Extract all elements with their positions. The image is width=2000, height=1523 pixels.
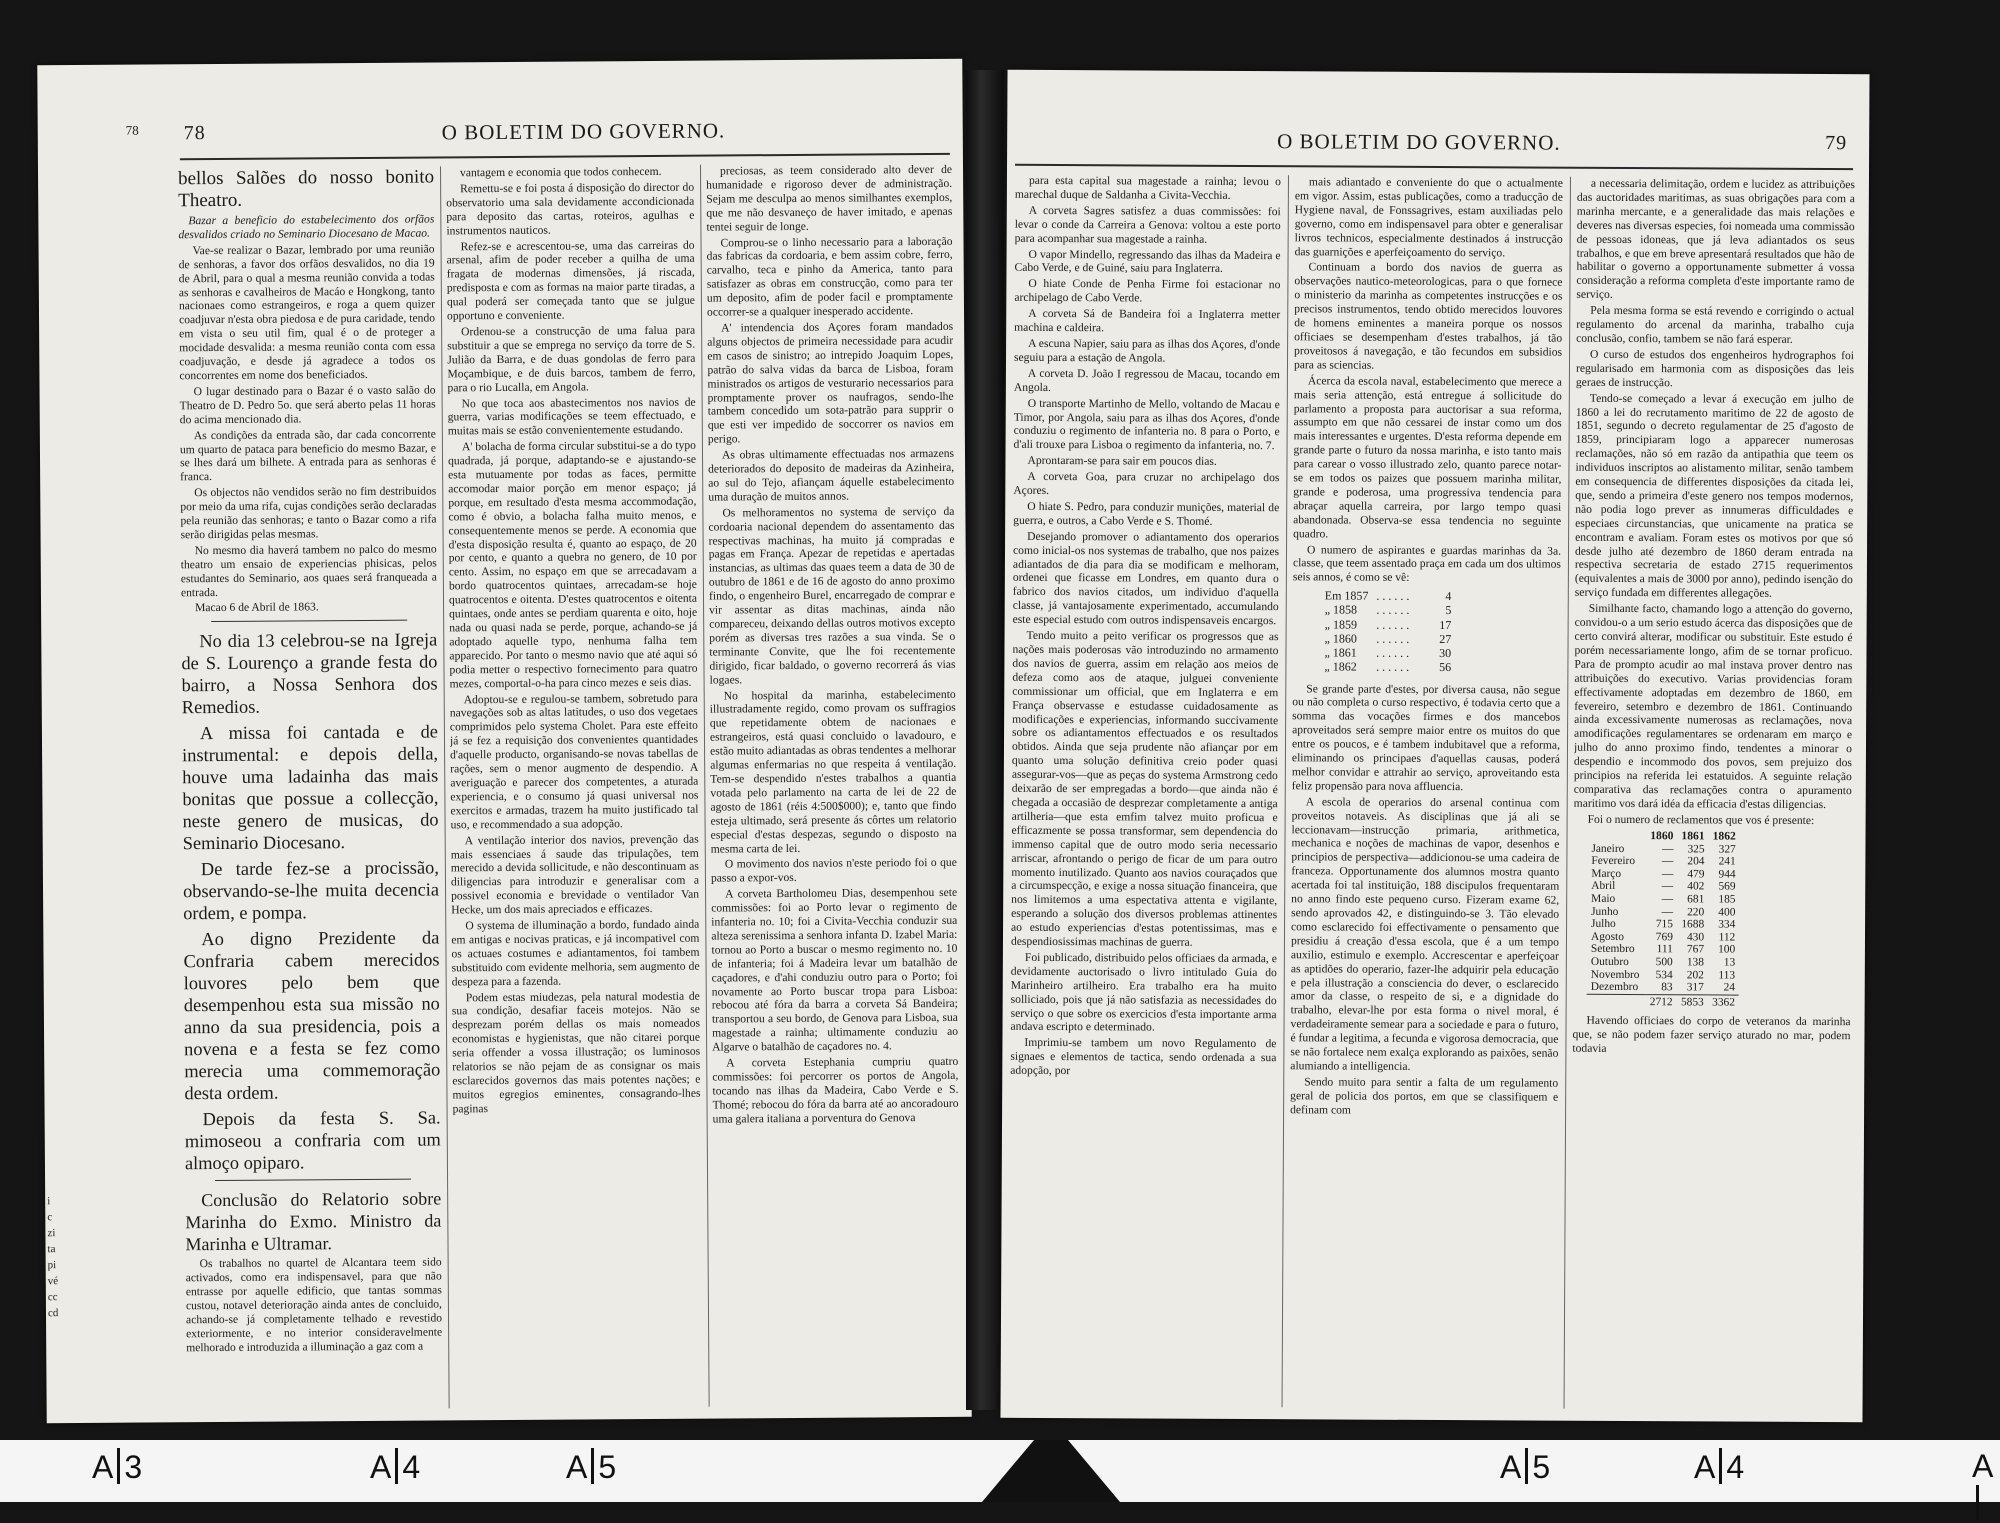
left-page-title: O BOLETIM DO GOVERNO.: [441, 118, 726, 145]
month-cell: Julho: [1591, 917, 1616, 931]
column-header: [1587, 828, 1646, 842]
paragraph: preciosas, as teem considerado alto dever de humanidade e rigoroso dever de administração. Sejam me desculpa ao menos similhantes exemplos, que me não desvaneço de haver imitado, e apenas tentei seguir de longe.: [706, 162, 953, 234]
year-cell: „ 1862: [1324, 659, 1357, 674]
table-row: [1587, 880, 1739, 893]
value-cell: 204: [1687, 855, 1705, 868]
table-row: [1320, 645, 1455, 660]
paragraph: para esta capital sua magestade a rainha; levou o marechal duque de Saldanha a Civita-Vecchia.: [1014, 173, 1281, 202]
paragraph: A corveta Sá de Bandeira foi a Inglaterra metter machina e caldeira.: [1014, 307, 1281, 335]
table-row: [1587, 842, 1739, 855]
film-marker: [92, 1448, 142, 1486]
margin-fragment: zi: [47, 1227, 56, 1240]
value-cell: 500: [1655, 956, 1673, 969]
center-arrow-right: [1048, 1440, 1068, 1502]
paragraph: A corveta Bartholomeu Dias, desempenhou sete commissões: foi ao Porto levar o regimento de infanteria no. 10; foi a Civita-Vecchia conduzir sua alteza serenissima a senhora infanta D. Izabel Maria: tornou ao Porto a buscar o mesmo regimento no. 10 de infanteria; foi á Madeira levar um batalhão de caçadores, e d'ahi conduziu outro para o Porto; foi novamente ao Porto buscar tropa para Lisboa: rebocou até fóra da barra a corveta Sá Bandeira; transportou a seu bordo, de Genova para Lisboa, sua magestade a rainha; ultimamente conduziu ao Algarve o batalhão de caçadores no. 4.: [711, 886, 959, 1054]
value-cell: —: [1661, 842, 1674, 855]
month-cell: Outubro: [1590, 955, 1629, 968]
reclamations-table: [1587, 828, 1740, 1008]
month-cell: Abril: [1591, 880, 1616, 893]
value-cell: 317: [1686, 981, 1704, 994]
value-cell: 715: [1655, 918, 1674, 931]
value-cell: 113: [1718, 969, 1736, 982]
value-cell: 1688: [1681, 918, 1705, 931]
paragraph: vantagem e economia que todos conhecem.: [459, 164, 662, 180]
paragraph: Se grande parte d'estes, por diversa causa, não segue ou não completa o curso respectivo, é todavia certo que a somma das vocações firmes e dos mancebos aproveitados será sempre maior entre os muitos do que entre os poucos, e é tambem indubitavel que a reforma, eliminando os principaes d'aquellas causas, poderá melhor convidar e attrahir ao serviço, aproveitando esta feliz propensão para nova affluencia.: [1291, 681, 1561, 793]
year-cell: „ 1858: [1324, 602, 1358, 618]
count-cell: 17: [1439, 617, 1452, 632]
paragraph: mais adiantado e conveniente do que o actualmente em vigor. Assim, estas publicações, como a traducção de Hygiene naval, de Fonssagrives, estam auxiliadas pelo governo, como em indispensavel para obter e generalisar livros technicos, especialmente destinados á instrucção das guarnições e aperfeiçoamento do serviço.: [1294, 175, 1563, 259]
value-cell: —: [1661, 880, 1674, 893]
value-cell: 767: [1686, 943, 1705, 956]
count-cell: 30: [1439, 646, 1452, 661]
film-marker: [1694, 1448, 1744, 1486]
margin-fragment: cc: [47, 1291, 58, 1304]
right-page-title: O BOLETIM DO GOVERNO.: [1277, 129, 1561, 155]
center-arrow-left-head: [982, 1440, 1034, 1502]
margin-fragment: pi: [47, 1259, 57, 1272]
column-divider: [1564, 177, 1571, 1409]
paragraph: Ordenou-se a construcção de uma falua para substituir a que se emprega no serviço da torre de S. Julião da Barra, e de duas gondolas de ferro para Moçambique, e de duis barcos, tambem de ferro, para o rio Lucalla, em Angola.: [447, 323, 696, 394]
value-cell: 111: [1656, 943, 1673, 956]
table-row: [1587, 905, 1739, 918]
value-cell: 534: [1655, 968, 1673, 981]
paragraph: Aprontaram-se para sair em poucos dias.: [1027, 454, 1217, 469]
marker-number: 4: [1726, 1449, 1745, 1485]
value-cell: 400: [1718, 906, 1736, 919]
paragraph: a necessaria delimitação, ordem e lucidez as attribuições das auctoridades maritimas, as suas obrigações para com a marinha mercante, e a generalidade das mais relações e deveres nas diversas especies, foi nomeada uma commissão de pessoas idoneas, que já leva adiantados os seus trabalhos, e que em breve apresentará resultados que hão de habilitar o governo a opportunamente submetter á vossa consideração a reforma completa d'este importante ramo de serviço.: [1576, 176, 1855, 302]
marker-bar: [591, 1448, 594, 1484]
paragraph: Os melhoramentos no systema de serviço da cordoaria nacional dependem do assentamento das respectivas machinas, ha muito já compradas e pagas em França. Apezar de repetidas e apertadas instancias, as ultimas das quaes teem a data de 30 de outubro de 1861 e de 16 de agosto do anno proximo findo, o engenheiro Burel, encarregado de comprar e vir assentar as ditas machinas, ainda não compareceu, deixando dellas outros motivos excepto porém as diversas tres razões a sua vinda. Se o terminante Convite, que lhe foi recentemente dirigido, ficar baldado, o governo recorrerá ás vias logaes.: [708, 504, 956, 687]
right-column-1: [1009, 174, 1281, 1409]
column-header: 1862: [1712, 829, 1736, 843]
value-cell: 24: [1723, 981, 1736, 994]
paragraph: Macao 6 de Abril de 1863.: [195, 600, 319, 615]
left-header: [38, 111, 963, 157]
table-row: [1587, 855, 1739, 868]
corner-mark: 78: [125, 122, 139, 138]
marker-letter: A: [1500, 1449, 1522, 1485]
value-cell: —: [1661, 905, 1674, 918]
month-cell: Fevereiro: [1591, 855, 1636, 868]
month-cell: Novembro: [1590, 968, 1640, 981]
value-cell: 430: [1686, 931, 1705, 944]
value-cell: 112: [1718, 931, 1736, 944]
paragraph: O lugar destinado para o Bazar é o vasto salão do Theatro de D. Pedro 5o. que será aberto pelas 11 horas do acima mencionado dia.: [179, 383, 436, 426]
marker-letter: A: [1972, 1448, 1994, 1484]
leader-dots: . . . . . .: [1376, 588, 1410, 604]
column-header: 1860: [1650, 828, 1674, 842]
marker-letter: A: [370, 1449, 392, 1485]
paragraph: As condições da entrada são, dar cada concorrente um quarto de pataca para beneficio do mesmo Bazar, e se lhes dará um bilhete. A entrada para as senhoras é franca.: [179, 427, 437, 484]
marker-number: 4: [402, 1449, 421, 1485]
marker-bar: [117, 1448, 120, 1484]
table-row: [1587, 918, 1739, 931]
value-cell: —: [1661, 867, 1674, 881]
month-cell: Agosto: [1590, 930, 1624, 943]
paragraph: Sendo muito para sentir a falta de um regulamento geral de policia dos portos, em que se classifiquem e definam com: [1290, 1075, 1559, 1117]
table-row: [1587, 956, 1739, 969]
value-cell: 681: [1687, 893, 1705, 906]
paragraph: A' intendencia dos Açores foram mandados alguns objectos de primeira necessidade para acudir em casos de sinistro; ao intrepido Joaquim Lopes, patrão do salva vidas da barca de Lisboa, foram ministrados os artigos de vesturario necessarios para promptamente prover os naufragos, sendo-lhe tambem concedido um sota-patrão para supprir o que esti ver impedido de soccorrer os navios em perigo.: [707, 319, 954, 446]
value-cell: 220: [1687, 905, 1705, 918]
paragraph: Refez-se e acrescentou-se, uma das carreiras do arsenal, afim de poder receber a quilha de uma fragata de modernas dimensões, já riscada, predisposta e com as formas na maior parte tiradas, a qual poderá ser começada tanto que se julgue opportuno e conveniente.: [446, 238, 695, 323]
right-column-3: [1571, 177, 1855, 1412]
paragraph: A escuna Napier, saiu para as ilhas dos Açores, d'onde seguiu para a estação de Angola.: [1013, 336, 1281, 365]
month-cell: Junho: [1591, 905, 1619, 918]
paragraph: O vapor Mindello, regressando das ilhas da Madeira e Cabo Verde, e de Guiné, saiu para Inglaterra.: [1014, 247, 1281, 276]
table-row: [1587, 943, 1739, 956]
paragraph: O hiate S. Pedro, para conduzir munições, material de guerra, e outros, a Cabo Verde e S. Thomé.: [1013, 499, 1280, 528]
leader-dots: . . . . . .: [1376, 659, 1410, 675]
table-header: [1587, 828, 1739, 843]
margin-fragment: cd: [47, 1307, 59, 1320]
year-cell: „ 1859: [1324, 617, 1358, 632]
aspirants-table: [1320, 589, 1455, 675]
left-column-2: [446, 165, 703, 1411]
table-row: [1587, 968, 1739, 981]
paragraph: Foi publicado, distribuido pelos officiaes da armada, e devidamente auctorisado o livro intitulado Guia do Marinheiro artilheiro. Era trabalho era ha muito solliciado, pois que já não satisfazia as necessidades do serviço o que sobre os exercicios d'esta importante arma andava escripto e determinado.: [1010, 950, 1277, 1035]
paragraph: Tendo muito a peito verificar os progressos que as nações mais poderosas vão introduzindo no armamento dos navios de guerra, assim em relação aos meios de defeza como aos de ataque, julguei conveniente commissionar um official, que em Inglaterra e em França observasse e estudasse cuidadosamente as modificações e experiencias, informando succivamente sobre os adiantamentos effectuados e os resultados obtidos. Ainda que seja prudente não afiançar por em quanto uma solução definitiva creio poder quasi assegurar-vos—que as peças do systema Armstrong cedo deixarão de ser empregadas a bordo—que ainda não é chegada a occasião de desprezar completamente a antiga artilheria—que esta emfim talvez muito proficua e efficazmente se possa transformar, sem dependencia do immenso capital que de outro modo seria necessario arriscar, afrontando o perigo de ficar de um para outro momento inutilizado. Quanto aos navios couraçados que a circumspecção, e exige a nossa situação financeira, que nos limitemos a uma espectativa attenta e vigilante, esperando a solução dos diversos problemas attinentes ao estudo experiencias d'estas potentissimas, mas e despendiosissimas machinas de guerra.: [1010, 628, 1279, 949]
paragraph: A' bolacha de forma circular substitui-se a do typo quadrada, já porque, adaptando-se e ajustando-se esta mutuamente por todas as faces, permitte accomodar maior porção em menor espaço; já porque, em resultado d'esta mesma accommodação, como é obvio, a bolacha falha muito menos, e consequentemente menos se perde. A economia que d'esta disposição resulta é, quanto ao espaço, de 20 por cento, e quanto a quebra no genero, de 10 por cento. Assim, no espaço em que se arrecadavam a bordo quatrocentos quintaes, arrecadam-se hoje quatrocentos e oitenta. D'estes quatrocentos e oitenta quintaes, onde antes se perdiam quarenta e oito, hoje nada ou quasi nada se perde, porque, achando-se já adoptado aquelle typo, nenhuma falha tem apparecido. Por tanto o mesmo navio que até aqui só podia metter o respectivo fornecimento para quatro mezes, comportal-o-ha para cinco mezes e seis dias.: [447, 438, 698, 691]
paragraph: Depois da festa S. Sa. mimoseou a confraria com um almoço opiparo.: [184, 1107, 441, 1174]
leader-dots: . . . . . .: [1376, 631, 1410, 646]
leader-dots: . . . . . .: [1376, 617, 1410, 632]
marker-bar: [1525, 1448, 1528, 1484]
table-row: [1321, 631, 1456, 646]
paragraph: O movimento dos navios n'este periodo foi o que passo a expor-vos.: [710, 856, 957, 885]
marker-number: 3: [124, 1449, 143, 1485]
value-cell: 185: [1718, 893, 1736, 906]
value-cell: 13: [1723, 956, 1736, 969]
left-page: [37, 59, 971, 1423]
totals-row: [1587, 994, 1739, 1009]
year-cell: „ 1860: [1324, 631, 1357, 646]
paragraph: Tendo-se começado a levar á execução em julho de 1860 a lei do recrutamento maritimo de 22 de agosto de 1851, segundo o decreto regulamentar de 25 d'agosto de 1859, principiaram logo a apparecer numerosas reclamações, não só em razão da antipathia que teem os individuos inscriptos ao alistamento militar, senão tambem em consequencia de differentes disposições da citada lei, que, sendo a primeira d'este genero nos tempos modernos, não podia logo prever as innumeras difficuldades e especiaes circunstancias, que unicamente na pratica se encontram e avaliam. Foram estes os motivos por que só desde julho até dezembro de 1860 deram entrada na respectiva secretaria de estado 2715 requerimentos (equivalentes a mais de 3000 por anno), pedindo isenção do serviço fundada em differentes allegações.: [1574, 391, 1854, 601]
count-cell: 27: [1439, 631, 1452, 646]
table-row: [1587, 981, 1739, 995]
paragraph: A corveta D. João I regressou de Macau, tocando em Angola.: [1013, 366, 1280, 394]
right-column-2: [1289, 175, 1563, 1410]
value-cell: 83: [1661, 981, 1673, 994]
marker-number: 5: [1532, 1449, 1551, 1485]
total-cell: [1587, 994, 1646, 1008]
total-cell: 5853: [1677, 994, 1708, 1008]
paragraph: De tarde fez-se a procissão, observando-se-lhe muita decencia ordem, e pompa.: [182, 857, 440, 924]
section-rule: [215, 1179, 411, 1181]
paragraph: No dia 13 celebrou-se na Igreja de S. Lourenço a grande festa do bairro, a Nossa Senhora dos Remedios.: [181, 629, 438, 718]
value-cell: 479: [1687, 868, 1705, 881]
table-row: [1587, 868, 1739, 881]
value-cell: 325: [1687, 842, 1705, 856]
count-cell: 5: [1445, 603, 1452, 618]
notice-heading: Bazar a beneficio do estabelecimento dos orfãos desvalidos criado no Seminario Diocesano de Macao.: [178, 212, 435, 242]
count-cell: 56: [1439, 660, 1452, 675]
table-row: [1321, 589, 1456, 604]
paragraph: As obras ultimamente effectuadas nos armazens deteriorados do deposito de madeiras da Azinheira, ao sul do Tejo, afiançam áquelle estabelecimento uma duração de muitos annos.: [708, 446, 955, 504]
month-cell: Março: [1591, 867, 1622, 880]
book-binding: [966, 70, 1004, 1410]
paragraph: Adoptou-se e regulou-se tambem, sobretudo para navegações sob as altas latitudes, o uso dos vegetaes comprimidos pelo systema Cholet. Para este effeito já se fez a requisição dos convenientes quantidades d'aquelle producto, organisando-se novas tabellas de rações, sem o menor augmento de despendio. A averiguação e parecer dos competentes, a aturada experiencia, e o consumo já quasi universal nos exercitos e armadas, trazem ha muito justificado tal uso, e recommendado a sua adopção.: [449, 691, 699, 832]
marker-bar: [1719, 1448, 1722, 1484]
total-cell: 3362: [1708, 995, 1739, 1009]
table-row: [1587, 893, 1739, 906]
paragraph: Imprimiu-se tambem um novo Regulamento de signaes e elementos de tactica, sendo ordenada a sua adopção, por: [1010, 1036, 1277, 1078]
value-cell: 402: [1687, 880, 1705, 893]
paragraph: Pela mesma forma se está revendo e corrigindo o actual regulamento do arcenal da marinha, trabalho cuja conclusão, confio, tambem se não fará esperar.: [1576, 303, 1855, 346]
table-row: [1320, 660, 1455, 675]
film-marker: [1972, 1448, 2000, 1523]
paragraph: Continuam a bordo dos navios de guerra as observações nautico-meteorologicas, para o que fornece o ministerio da marinha as competentes instrucções e os precisos instrumentos, tendo obtido merecidos louvores de homens eminentes a maneira porque os nossos officiaes se desempenham d'estes trabalhos, já tão proveitosos á navegação, e tão fecundos em subsidios para as sciencias.: [1293, 260, 1563, 372]
year-cell: „ 1861: [1324, 645, 1357, 660]
film-marker: [370, 1448, 420, 1486]
paragraph: A corveta Sagres satisfez a duas commissões: foi levar o conde da Carreira a Genova: voltou a este porto para acompanhar sua magestade a rainha.: [1014, 203, 1281, 246]
paragraph: No hospital da marinha, estabelecimento illustradamente regido, como provam os suffragios que repetidamente obtem de nacionaes e estrangeiros, está quasi concluido o lavadouro, e estão muito adiantadas as obras tendentes a melhorar algumas enfermarias no que respeita á ventilação. Tem-se despendido n'estes trabalhos a quantia votada pelo parlamento na carta de lei de 22 de agosto de 1861 (réis 4:500$000); e, tanto que findo esteja ultimado, será presente ás côrtes um relatorio especial d'estas despezas, segundo o disposto na mesma carta de lei.: [709, 687, 957, 856]
margin-fragment: vé: [47, 1275, 59, 1288]
right-page-number: 79: [1825, 132, 1848, 155]
paragraph: Vae-se realizar o Bazar, lembrado por uma reunião de senhoras, a favor dos orfãos desvalidos, no dia 19 de Abril, para o qual a mesma reunião convida a todas as senhoras e cavalheiros de Macáo e Hongkong, tanto nacionaes como estrangeiros, e roga a quem quizer coadjuvar n'esta obra piedosa e de pura caridade, tendo em vista o seu util fim, qual é o de proteger a mocidade desvalida: a mesma reunião conta com essa coadjuvação, e desde já agradece a todos os concorrentes em nome dos beneficiados.: [178, 242, 436, 383]
paragraph: A corveta Estephania cumpriu quatro commissões: foi percorrer os portos de Angola, tocando nas ilhas da Madeira, Cabo Verde e S. Thomé; rebocou do fóra da barra até ao ancoradouro uma galera italiana a porventura do Genova: [712, 1054, 959, 1126]
leader-dots: . . . . . .: [1376, 603, 1410, 618]
paragraph: O curso de estudos dos engenheiros hydrographos foi regularisado em harmonia com as disposições das leis geraes de instrucção.: [1575, 347, 1855, 389]
right-page: [1000, 70, 1869, 1422]
paragraph: Ácerca da escola naval, estabelecimento que merece a mais seria attenção, está entregue á sollicitude do parlamento a proposta para auctorisar a sua reforma, assumpto em que não cessarei de instar como um dos mais interessantes e urgentes. D'esta reforma depende em grande parte o futuro da nossa marinha, e isto tanto mais para carear o vosso illustrado zelo, quanto parece notar-se em todos os paizes que possuem marinha militar, grande e poderosa, uma progressiva tendencia para abraçar aquella carreira, por largo tempo quasi abandonada. Observa-se essa tendencia no seguinte quadro.: [1293, 374, 1562, 541]
section-rule: [211, 620, 407, 622]
year-cell: Em 1857: [1324, 588, 1369, 603]
month-cell: Janeiro: [1591, 842, 1625, 855]
value-cell: 138: [1686, 956, 1704, 969]
table-row: [1587, 931, 1739, 944]
paragraph: Foi o numero de reclamentos que vos é presente:: [1587, 812, 1815, 827]
column-divider: [1282, 175, 1289, 1407]
paragraph: No que toca aos abastecimentos nos navios de guerra, varias modificações se teem effectuado, e muitas mais se estão convenientemente estudando.: [447, 395, 696, 438]
right-header: [1007, 122, 1869, 167]
paragraph: A ventilação interior dos navios, prevenção das mais essenciaes á saude das tripulações, tem merecido a devida sollicitude, e não descontinuam as diligencias para introduzir e generalisar com a possivel economia e brevidade o ventilador Van Hecke, um dos mais apreciados e efficazes.: [450, 832, 700, 917]
left-column-1: [178, 166, 443, 1412]
month-cell: Maio: [1591, 892, 1616, 905]
paragraph: O systema de illuminação a bordo, fundado ainda em antigas e nocivas praticas, e já incompativel com os actuaes costumes e adiantamentos, foi tambem substituido com evidente melhoria, sem augmento de despeza para a fazenda.: [451, 917, 700, 989]
marker-bar: [395, 1448, 398, 1484]
paragraph: bellos Salões do nosso bonito Theatro.: [177, 166, 435, 212]
section-heading: Conclusão do Relatorio sobre Marinha do Exmo. Ministro da Marinha e Ultramar.: [185, 1188, 442, 1255]
value-cell: 202: [1686, 968, 1704, 981]
paragraph: Comprou-se o linho necessario para a laboração das fabricas da cordoaria, e bem assim cobre, ferro, carvalho, teca e pinho da America, tanto para satisfazer as obras em construcção, como para ter um deposito, afim de poder facil e promptamente occorrer-se a qualquer inesperado accidente.: [706, 234, 953, 319]
marker-bar: [1976, 1485, 1979, 1521]
total-cell: 2712: [1645, 994, 1676, 1008]
paragraph: Os trabalhos no quartel de Alcantara teem sido activados, como era indispensavel, para que não entrasse por aquelle edificio, que tantas sommas custou, notavel deterioração ainda antes de concluido, achando-se já completamente telhado e revestido exteriormente, e no interior consideravelmente melhorado e introduzida a illuminação a gaz com a: [185, 1255, 443, 1355]
paragraph: No mesmo dia haverá tambem no palco do mesmo theatro um ensaio de experiencias phisicas, pelos estudantes do Seminario, aos quaes será franqueada a entrada.: [180, 542, 437, 599]
marker-letter: A: [1694, 1449, 1716, 1485]
margin-fragment: i: [47, 1195, 51, 1208]
value-cell: 944: [1718, 868, 1736, 881]
left-column-3: [706, 163, 961, 1409]
paragraph: Havendo officiaes do corpo de veteranos da marinha que, se não podem fazer serviço aturado no mar, podem todavia: [1572, 1014, 1851, 1056]
value-cell: 334: [1718, 918, 1736, 931]
paragraph: A corveta Goa, para cruzar no archipelago dos Açores.: [1013, 469, 1280, 498]
margin-fragment: ta: [47, 1243, 56, 1256]
count-cell: 4: [1445, 589, 1452, 604]
paragraph: O numero de aspirantes e guardas marinhas da 3a. classe, que teem assentado praça em cada um dos ultimos seis annos, é como se vê:: [1292, 542, 1562, 585]
paragraph: A escola de operarios do arsenal continua com proveitos notaveis. As disciplinas que já ali se leccionavam—instrucção primaria, arithmetica, mechanica e noções de machinas de vapor, desenhos e principios de perspectiva—addicionou-se uma cadeira de franceza. Opportunamente dos alumnos mostra quanto acertada foi tal instituição, 188 discipulos frequentaram no anno findo este pequeno curso. Fizeram exame 62, sendo aprovados 42, e distinguindo-se 3. Tão elevado como esclarecido foi effectivamente o pensamento que presidiu á creação d'essa escola, que é a um tempo auxilio, estimulo e exemplo. Accrescentar e aperfeiçoar as aptidões do operario, fazer-lhe adquirir pela educação e pela illustração a consciencia do dever, o esclarecido amor da classe, o respeito de si, e a dignidade do trabalho, elevar-lhe por esta forma o nivel moral, é verdadeiramente semear para a sociedade e para o futuro, é fundar a legitima, a fecunda e vigorosa democracia, que se não fortalece nem exalça explorando as paixões, senão alumiando a intelligencia.: [1290, 795, 1560, 1073]
paragraph: Similhante facto, chamando logo a attenção do governo, convidou-o a um serio estudo ácerca das disposições que de certo convirá alterar, modificar ou substituir. Este estudo é porém necessariamente longo, afim de se tornar proficuo. Para de prompto acudir ao mal instava prover dentro nas attribuições do executivo. Varias providencias foram effectivamente adoptadas em dezembro de 1860, em fevereiro, setembro e dezembro de 1861. Continuando ainda excessivamente numerosas as reclamações, nova amodificações regulamentares se ordenaram em março e julho do anno proximo findo, tendentes a minorar o despendio e incommodo dos povos, sem prejuizo dos principios na referida lei estatuidos. A seguinte relação comparativa das reclamações contra o apuramento maritimo vos dará idéa da efficacia d'estas diligencias.: [1573, 601, 1853, 811]
value-cell: —: [1661, 855, 1674, 868]
paragraph: Ao digno Prezidente da Confraria cabem merecidos louvores pelo bem que desempenhou esta sua missão no anno da sua presidencia, pois a novena e a festa se fez como merecia uma commemoração desta ordem.: [183, 927, 441, 1104]
value-cell: —: [1661, 893, 1674, 906]
value-cell: 100: [1718, 943, 1736, 956]
table-row: [1321, 603, 1456, 618]
paragraph: O transporte Martinho de Mello, voltando de Macau e Timor, por Angola, saiu para as ilhas dos Açores, d'onde conduziu o regimento de infanteria no. 8 para o Porto, e d'ali trouxe para Lisboa o regimento da infanteria, no. 7.: [1013, 396, 1280, 453]
table-row: [1321, 617, 1456, 632]
column-header: 1861: [1681, 828, 1705, 843]
month-cell: Dezembro: [1590, 980, 1639, 994]
value-cell: 241: [1718, 855, 1736, 868]
paragraph: Podem estas miudezas, pela natural modestia de sua condição, desafiar faceis motejos. Não se desprezam porém dellas os mais nomeados economistas e hygienistas, que não citarei porque seria offender a vossa illustração; os luminosos relatorios se não pejam de as consignar os mais esclarecidos governos das mais potentes nações; e muitos egregios eminentes, consagrando-lhes paginas: [451, 989, 701, 1116]
leader-dots: . . . . . .: [1376, 645, 1410, 660]
paragraph: Remettu-se e foi posta á disposição do director do observatorio uma sala devidamente accondicionada para deposito das cartas, roteiros, agulhas e instrumentos nauticos.: [446, 180, 695, 238]
margin-fragment: c: [47, 1211, 53, 1224]
value-cell: 327: [1718, 843, 1736, 856]
value-cell: 769: [1655, 930, 1673, 943]
left-page-number: 78: [183, 122, 206, 145]
paragraph: Desejando promover o adiantamento dos operarios como inicial-os nos systemas de trabalho, que nos paizes adiantados de dia para dia se modificam e melhoram, ordenei que ficasse em Londres, em quanto dura o fabrico dos navios citados, um individuo d'aquella classe, já vantajosamente experimentado, accumulando este especial estudo com outros indispensaveis encargos.: [1012, 529, 1280, 628]
center-arrow-right-head: [1068, 1440, 1120, 1502]
value-cell: 569: [1718, 880, 1736, 893]
film-marker: [566, 1448, 616, 1486]
month-cell: Setembro: [1590, 943, 1635, 956]
marker-letter: A: [92, 1449, 114, 1485]
marker-letter: A: [566, 1449, 588, 1485]
paragraph: A missa foi cantada e de instrumental: e depois della, houve uma ladainha das mais bonitas que possue a collecção, neste genero de musicas, do Seminario Diocesano.: [182, 721, 439, 854]
film-marker: [1500, 1448, 1550, 1486]
paragraph: O hiate Conde de Penha Firme foi estacionar no archipelago de Cabo Verde.: [1014, 277, 1281, 305]
marker-number: 5: [598, 1449, 617, 1485]
paragraph: Os objectos não vendidos serão no fim destribuidos por meio da uma rifa, cujas condições serão declaradas pela reunião das senhoras; e tanto o Bazar como a rifa serão dirigidas pelas mesmas.: [180, 484, 437, 542]
